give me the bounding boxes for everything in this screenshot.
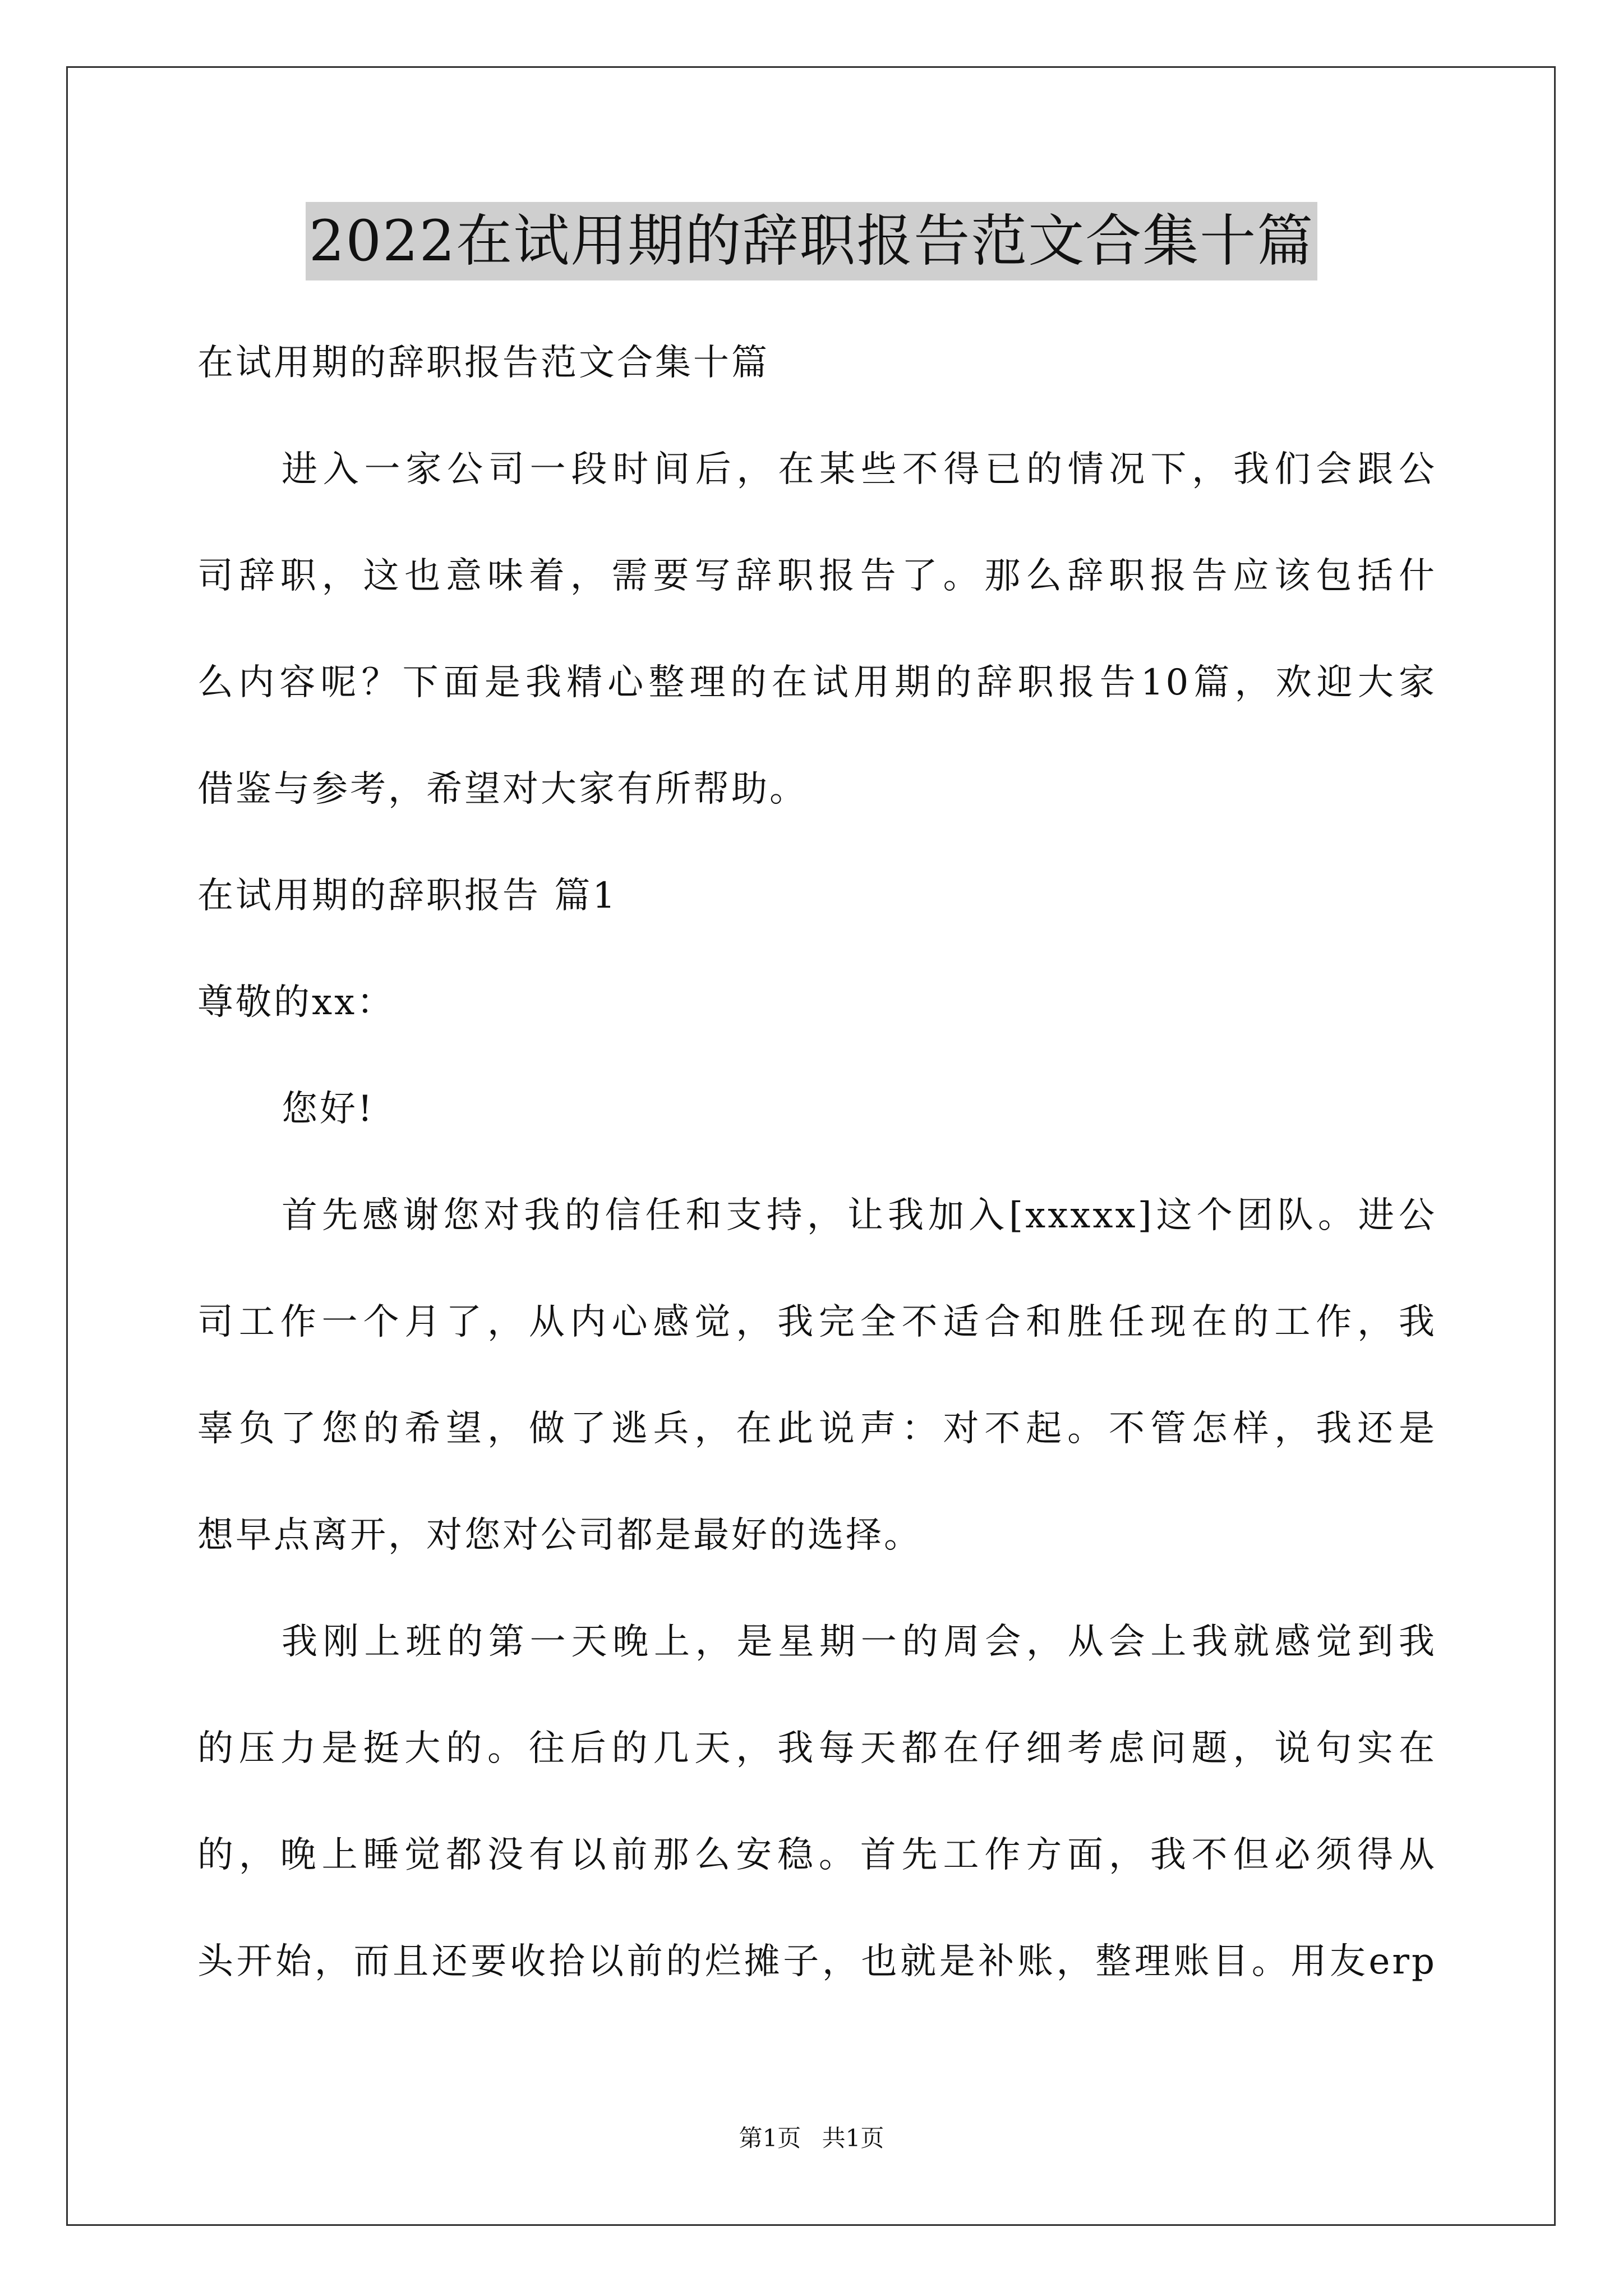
page-total: 共1页 — [822, 2124, 884, 2152]
paragraph-line: 的压力是挺大的。往后的几天，我每天都在仔细考虑问题，说句实在 — [197, 1728, 1437, 1769]
paragraph-line: 么内容呢？下面是我精心整理的在试用期的辞职报告10篇，欢迎大家 — [197, 662, 1437, 703]
paragraph-line: 辜负了您的希望，做了逃兵，在此说声：对不起。不管怎样，我还是 — [197, 1408, 1437, 1450]
section-heading: 在试用期的辞职报告 篇1 — [197, 875, 618, 917]
subtitle-line: 在试用期的辞职报告范文合集十篇 — [197, 342, 769, 384]
document-body — [197, 310, 1437, 2015]
paragraph-line: 借鉴与参考，希望对大家有所帮助。 — [197, 769, 808, 810]
paragraph-line: 进入一家公司一段时间后，在某些不得已的情况下，我们会跟公 — [282, 449, 1437, 490]
page-footer — [0, 2122, 1623, 2155]
paragraph-line: 想早点离开，对您对公司都是最好的选择。 — [197, 1515, 922, 1556]
paragraph-line: 司工作一个月了，从内心感觉，我完全不适合和胜任现在的工作，我 — [197, 1301, 1437, 1343]
paragraph-line: 我刚上班的第一天晚上，是星期一的周会，从会上我就感觉到我 — [282, 1621, 1437, 1663]
document-title: 2022在试用期的辞职报告范文合集十篇 — [306, 202, 1318, 280]
title-container — [0, 202, 1623, 280]
salutation: 尊敬的xx： — [197, 982, 395, 1023]
paragraph-line: 的，晚上睡觉都没有以前那么安稳。首先工作方面，我不但必须得从 — [197, 1834, 1437, 1876]
page-number: 第1页 — [739, 2124, 801, 2152]
greeting: 您好! — [282, 1088, 375, 1130]
paragraph-line: 头开始，而且还要收拾以前的烂摊子，也就是补账，整理账目。用友erp — [197, 1941, 1437, 1982]
paragraph-line: 司辞职，这也意味着，需要写辞职报告了。那么辞职报告应该包括什 — [197, 555, 1437, 597]
paragraph-line: 首先感谢您对我的信任和支持，让我加入[xxxxx]这个团队。进公 — [282, 1195, 1437, 1236]
